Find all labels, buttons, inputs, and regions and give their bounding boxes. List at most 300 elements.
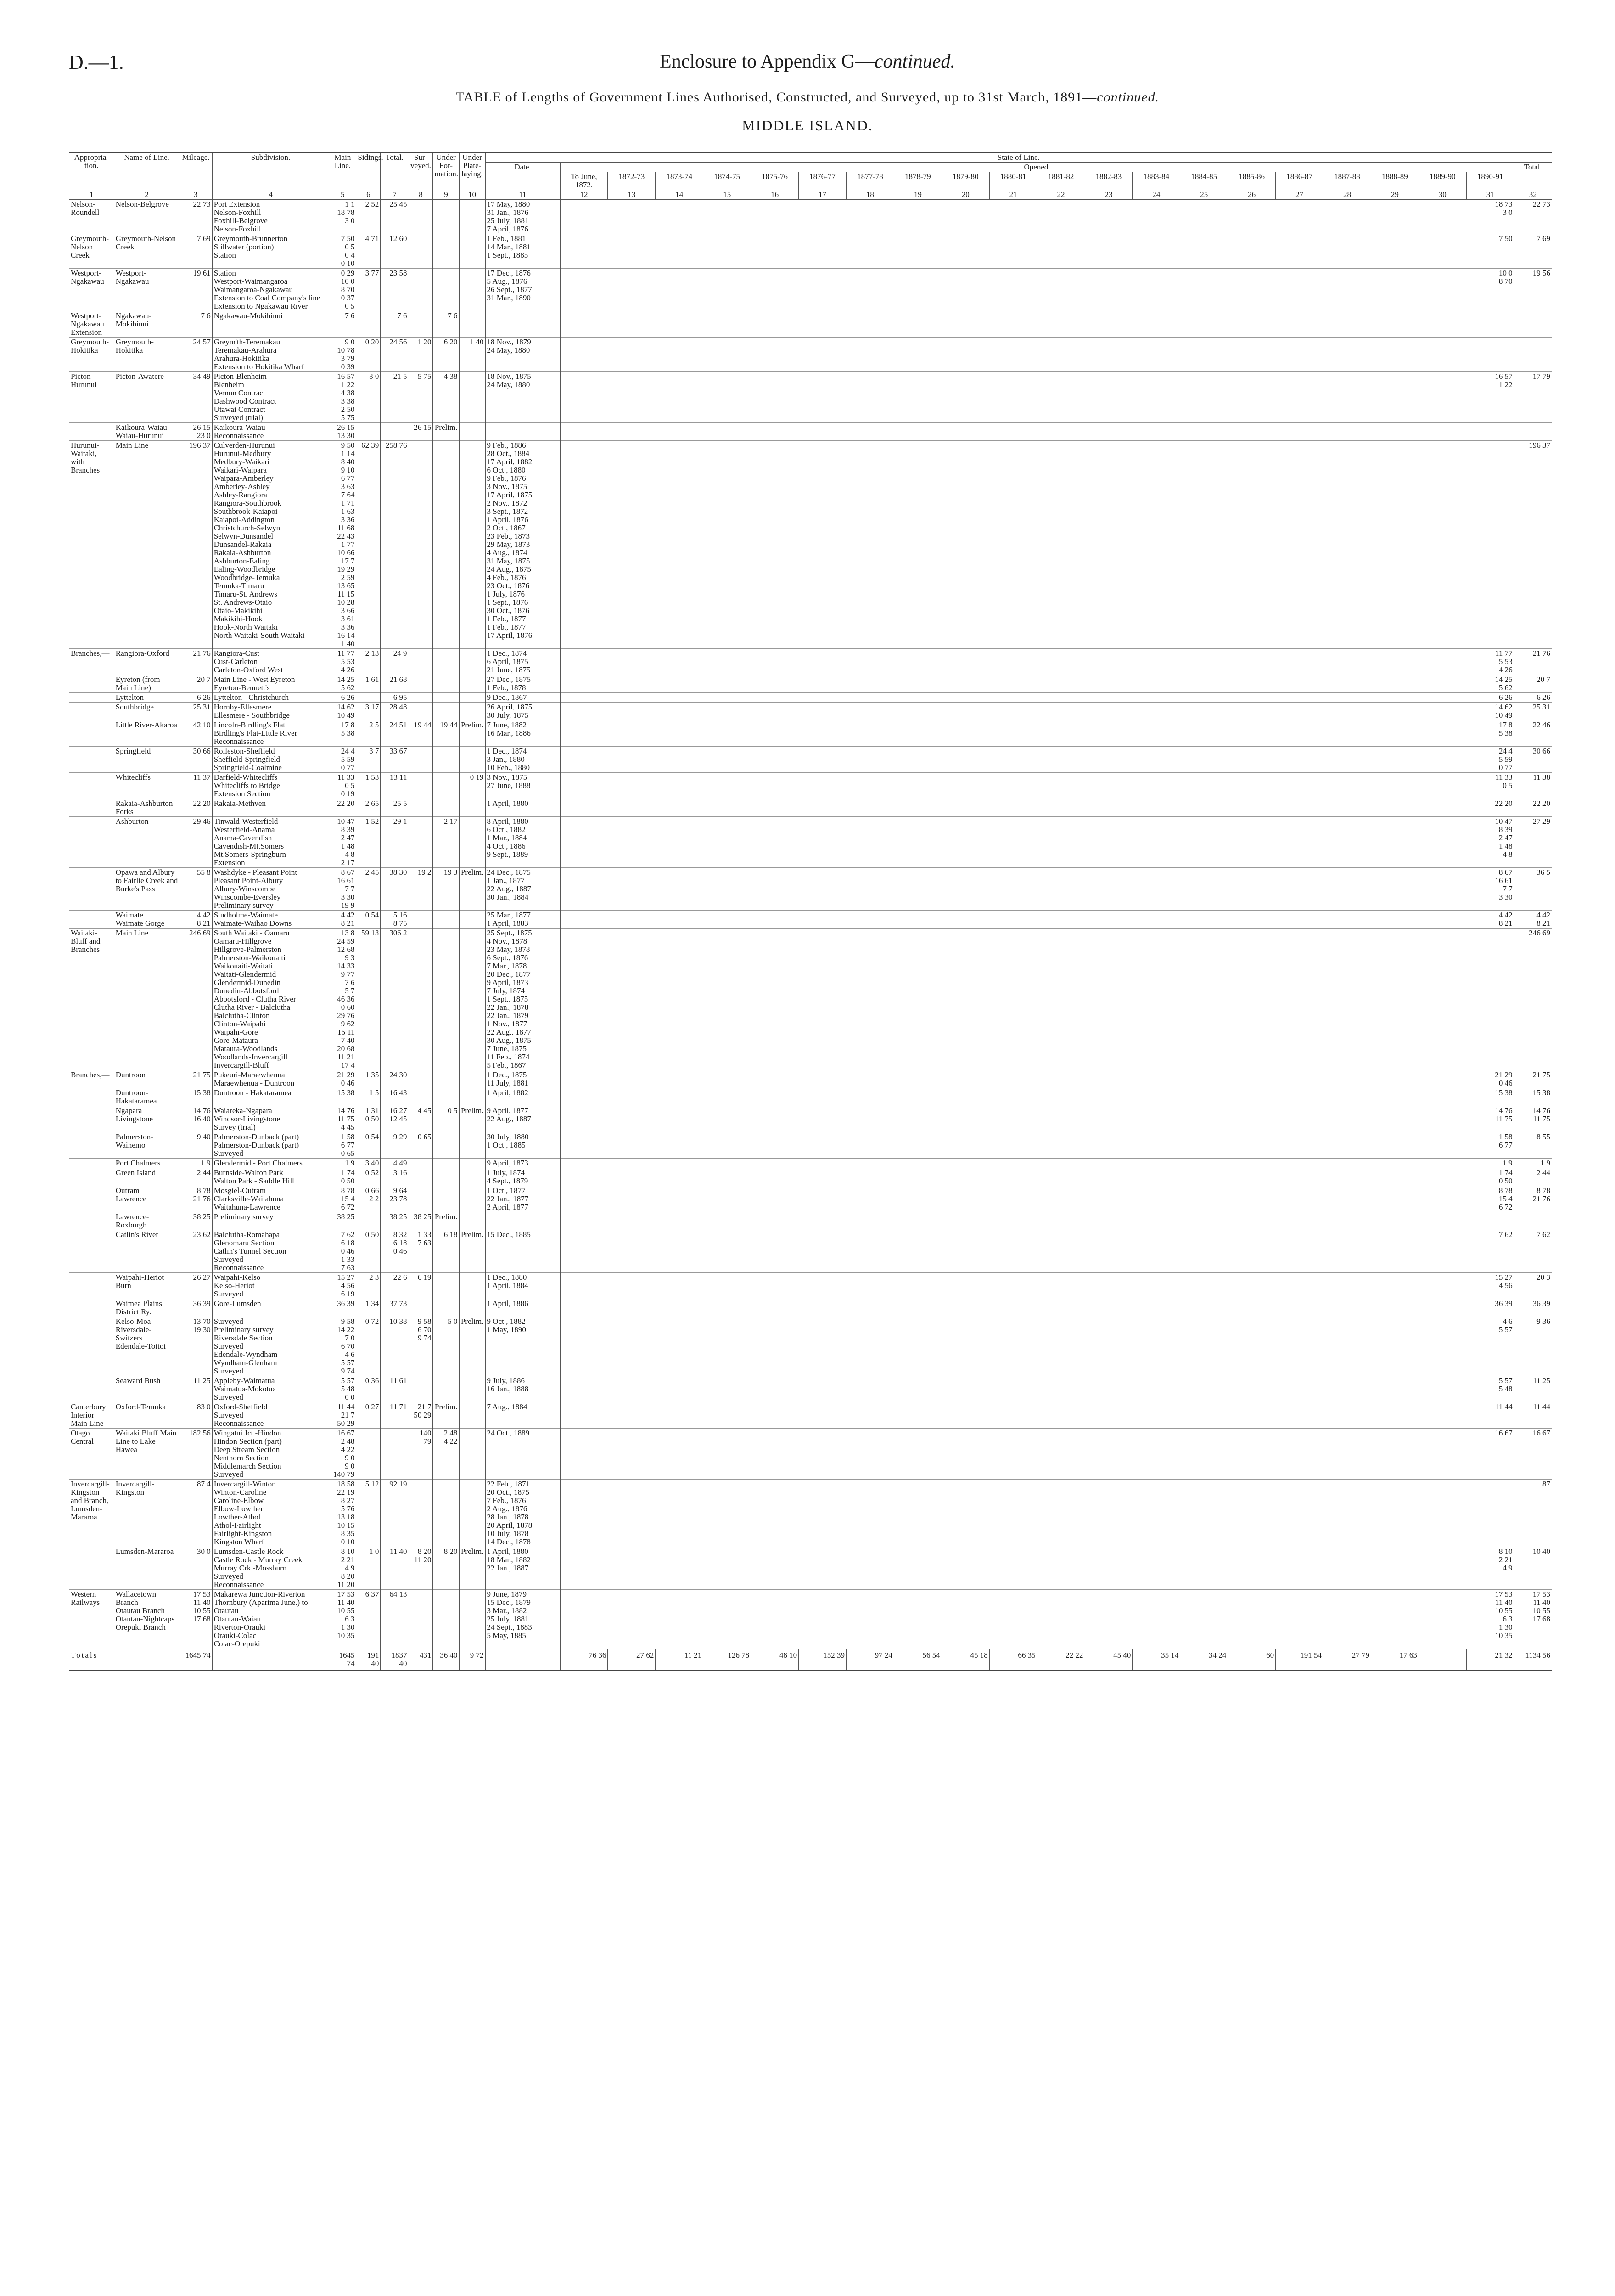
- mileage-cell: 21 76: [179, 649, 212, 675]
- table-row: [69, 1547, 1552, 1590]
- line-name-cell: Green Island: [114, 1168, 179, 1186]
- opened-cell: 17 53 11 40 10 55 6 3 1 30 10 35: [560, 1590, 1514, 1649]
- plate-laying-cell: Prelim.: [459, 1230, 485, 1273]
- table-row: [69, 1299, 1552, 1317]
- formation-cell: [433, 747, 459, 773]
- opened-cell: 7 50: [560, 234, 1514, 269]
- sidings-cell: 3 40: [356, 1159, 381, 1168]
- table-row: [69, 234, 1552, 269]
- mileage-cell: 9 40: [179, 1132, 212, 1159]
- opened-cell: [560, 441, 1514, 649]
- column-number: 28: [1323, 190, 1371, 200]
- sidings-cell: [356, 423, 381, 441]
- line-name-cell: Opawa and Albury to Fairlie Creek and Burke's Pass: [114, 868, 179, 911]
- total-cell: 64 13: [381, 1590, 409, 1649]
- opened-cell: 16 67: [560, 1429, 1514, 1480]
- opened-cell: 8 67 16 61 7 7 3 30: [560, 868, 1514, 911]
- appropriation-cell: Western Railways: [69, 1590, 114, 1649]
- row-total-cell: 2 44: [1514, 1168, 1552, 1186]
- totals-year: 34 24: [1180, 1649, 1228, 1670]
- sidings-cell: 5 12: [356, 1480, 381, 1547]
- surveyed-cell: [409, 1168, 433, 1186]
- table-title-continued: continued.: [1097, 90, 1160, 105]
- plate-laying-cell: [459, 372, 485, 423]
- subdivision-cell: Studholme-Waimate Waimate-Waihao Downs: [212, 911, 329, 929]
- row-total-cell: 87: [1514, 1480, 1552, 1547]
- column-number-row: [69, 190, 1552, 200]
- surveyed-cell: [409, 1480, 433, 1547]
- year-header: 1888-89: [1371, 172, 1419, 190]
- subdivision-cell: Makarewa Junction-Riverton Thornbury (Aparima June.) to Otautau Otautau-Waiau Riverton-Orauki Orauki-Colac Colac-Orepuki: [212, 1590, 329, 1649]
- row-total-cell: 1 9: [1514, 1159, 1552, 1168]
- col-grand-total: Total.: [1514, 163, 1552, 190]
- appropriation-cell: [69, 1376, 114, 1402]
- appropriation-cell: [69, 1230, 114, 1273]
- line-name-cell: Springfield: [114, 747, 179, 773]
- appropriation-cell: [69, 1212, 114, 1230]
- opened-cell: 4 42 8 21: [560, 911, 1514, 929]
- table-row: [69, 773, 1552, 799]
- plate-laying-cell: [459, 1132, 485, 1159]
- line-name-cell: Lawrence-Roxburgh: [114, 1212, 179, 1230]
- appropriation-cell: [69, 817, 114, 868]
- year-header: 1876-77: [799, 172, 847, 190]
- plate-laying-cell: Prelim.: [459, 868, 485, 911]
- line-name-cell: Greymouth-Hokitika: [114, 338, 179, 372]
- column-number: 14: [656, 190, 703, 200]
- mileage-cell: 19 61: [179, 269, 212, 311]
- plate-laying-cell: [459, 423, 485, 441]
- date-cell: [485, 423, 560, 441]
- surveyed-cell: 21 7 50 29: [409, 1402, 433, 1429]
- plate-laying-cell: [459, 911, 485, 929]
- opened-cell: 1 58 6 77: [560, 1132, 1514, 1159]
- date-cell: 1 Dec., 1880 1 April, 1884: [485, 1273, 560, 1299]
- plate-laying-cell: [459, 747, 485, 773]
- total-cell: 3 16: [381, 1168, 409, 1186]
- date-cell: 30 July, 1880 1 Oct., 1885: [485, 1132, 560, 1159]
- opened-cell: 8 10 2 21 4 9: [560, 1547, 1514, 1590]
- total-cell: 33 67: [381, 747, 409, 773]
- table-row: [69, 423, 1552, 441]
- formation-cell: [433, 1590, 459, 1649]
- appropriation-cell: [69, 799, 114, 817]
- surveyed-cell: [409, 1159, 433, 1168]
- formation-cell: 2 48 4 22: [433, 1429, 459, 1480]
- totals-main: 1645 74: [329, 1649, 356, 1670]
- formation-cell: 7 6: [433, 311, 459, 338]
- opened-cell: 7 62: [560, 1230, 1514, 1273]
- column-number: 15: [703, 190, 751, 200]
- main-line-cell: 26 15 13 30: [329, 423, 356, 441]
- table-row: [69, 1159, 1552, 1168]
- appropriation-cell: [69, 911, 114, 929]
- mileage-cell: 26 15 23 0: [179, 423, 212, 441]
- totals-year: 152 39: [799, 1649, 847, 1670]
- row-total-cell: 30 66: [1514, 747, 1552, 773]
- line-name-cell: Waipahi-Heriot Burn: [114, 1273, 179, 1299]
- mileage-cell: 38 25: [179, 1212, 212, 1230]
- mileage-cell: 7 6: [179, 311, 212, 338]
- formation-cell: [433, 799, 459, 817]
- appropriation-cell: Branches,—: [69, 649, 114, 675]
- appropriation-cell: Hurunui-Waitaki, with Branches: [69, 441, 114, 649]
- column-number: 25: [1180, 190, 1228, 200]
- line-name-cell: Rangiora-Oxford: [114, 649, 179, 675]
- surveyed-cell: 8 20 11 20: [409, 1547, 433, 1590]
- mileage-cell: 29 46: [179, 817, 212, 868]
- line-name-cell: Port Chalmers: [114, 1159, 179, 1168]
- main-line-cell: 9 50 1 14 8 40 9 10 6 77 3 63 7 64 1 71 1 63 3 36 11 68 22 43 1 77 10 66 17 7 19 29 2 59 13 65 11 15 10 28 3 66 3 61 3 36 16 14 1 40: [329, 441, 356, 649]
- sidings-cell: 0 72: [356, 1317, 381, 1376]
- column-number: 8: [409, 190, 433, 200]
- main-line-cell: 15 27 4 56 6 19: [329, 1273, 356, 1299]
- sidings-cell: 6 37: [356, 1590, 381, 1649]
- main-line-cell: 11 77 5 53 4 26: [329, 649, 356, 675]
- row-total-cell: 7 69: [1514, 234, 1552, 269]
- line-name-cell: Waimea Plains District Ry.: [114, 1299, 179, 1317]
- column-number: 7: [381, 190, 409, 200]
- row-total-cell: 20 3: [1514, 1273, 1552, 1299]
- subdivision-cell: Appleby-Waimatua Waimatua-Mokotua Surveyed: [212, 1376, 329, 1402]
- table-row: [69, 799, 1552, 817]
- sidings-cell: [356, 693, 381, 703]
- table-row: [69, 868, 1552, 911]
- opened-cell: 11 77 5 53 4 26: [560, 649, 1514, 675]
- formation-cell: [433, 234, 459, 269]
- year-header: 1889-90: [1419, 172, 1466, 190]
- surveyed-cell: 9 58 6 70 9 74: [409, 1317, 433, 1376]
- total-cell: 5 16 8 75: [381, 911, 409, 929]
- line-name-cell: Greymouth-Nelson Creek: [114, 234, 179, 269]
- plate-laying-cell: Prelim.: [459, 1317, 485, 1376]
- appropriation-cell: Greymouth-Hokitika: [69, 338, 114, 372]
- main-line-cell: 14 25 5 62: [329, 675, 356, 693]
- opened-cell: 15 38: [560, 1088, 1514, 1106]
- opened-cell: 6 26: [560, 693, 1514, 703]
- total-cell: 25 45: [381, 200, 409, 234]
- table-row: [69, 1132, 1552, 1159]
- formation-cell: [433, 1132, 459, 1159]
- line-name-cell: Whitecliffs: [114, 773, 179, 799]
- date-cell: 24 Dec., 1875 1 Jan., 1877 22 Aug., 1887 30 Jan., 1884: [485, 868, 560, 911]
- date-cell: 25 Mar., 1877 1 April, 1883: [485, 911, 560, 929]
- table-row: [69, 338, 1552, 372]
- row-total-cell: [1514, 338, 1552, 372]
- column-number: 3: [179, 190, 212, 200]
- surveyed-cell: [409, 1070, 433, 1088]
- sidings-cell: 2 3: [356, 1273, 381, 1299]
- mileage-cell: 17 53 11 40 10 55 17 68: [179, 1590, 212, 1649]
- row-total-cell: 36 5: [1514, 868, 1552, 911]
- totals-mileage: 1645 74: [179, 1649, 212, 1670]
- total-cell: [381, 423, 409, 441]
- appropriation-cell: [69, 1168, 114, 1186]
- mileage-cell: 42 10: [179, 720, 212, 747]
- mileage-cell: 21 75: [179, 1070, 212, 1088]
- mileage-cell: 22 20: [179, 799, 212, 817]
- table-title: [0, 90, 1615, 105]
- table-body: [69, 200, 1552, 1649]
- plate-laying-cell: [459, 693, 485, 703]
- line-name-cell: Southbridge: [114, 703, 179, 720]
- formation-cell: [433, 703, 459, 720]
- appropriation-cell: [69, 773, 114, 799]
- appropriation-cell: Invercargill-Kingston and Branch, Lumsden-Mararoa: [69, 1480, 114, 1547]
- formation-cell: 0 5: [433, 1106, 459, 1132]
- table-row: [69, 693, 1552, 703]
- column-number: 17: [799, 190, 847, 200]
- column-number: 6: [356, 190, 381, 200]
- year-header: 1881-82: [1037, 172, 1085, 190]
- date-cell: 1 Dec., 1874 6 April, 1875 21 June, 1875: [485, 649, 560, 675]
- date-cell: [485, 1212, 560, 1230]
- subdivision-cell: Duntroon - Hakataramea: [212, 1088, 329, 1106]
- year-header: 1883-84: [1133, 172, 1180, 190]
- sidings-cell: 0 27: [356, 1402, 381, 1429]
- plate-laying-cell: [459, 1212, 485, 1230]
- totals-year: 60: [1228, 1649, 1276, 1670]
- date-cell: 18 Nov., 1875 24 May, 1880: [485, 372, 560, 423]
- line-name-cell: Picton-Awatere: [114, 372, 179, 423]
- total-cell: 24 51: [381, 720, 409, 747]
- table-row: [69, 372, 1552, 423]
- mileage-cell: 11 25: [179, 1376, 212, 1402]
- sidings-cell: [356, 1212, 381, 1230]
- mileage-cell: 20 7: [179, 675, 212, 693]
- surveyed-cell: 5 75: [409, 372, 433, 423]
- sidings-cell: 1 31 0 50: [356, 1106, 381, 1132]
- formation-cell: 6 18: [433, 1230, 459, 1273]
- column-number: 10: [459, 190, 485, 200]
- table-row: [69, 1212, 1552, 1230]
- date-cell: 9 Oct., 1882 1 May, 1890: [485, 1317, 560, 1376]
- formation-cell: 19 44: [433, 720, 459, 747]
- main-line-cell: 38 25: [329, 1212, 356, 1230]
- column-number: 13: [608, 190, 656, 200]
- appropriation-cell: [69, 1186, 114, 1212]
- table-title-text: TABLE of Lengths of Government Lines Authorised, Constructed, and Surveyed, up to 31st March, 1891—: [455, 90, 1097, 105]
- appropriation-cell: [69, 693, 114, 703]
- appropriation-cell: [69, 720, 114, 747]
- main-line-cell: 10 47 8 39 2 47 1 48 4 8 2 17: [329, 817, 356, 868]
- table-row: [69, 1402, 1552, 1429]
- totals-year: 97 24: [846, 1649, 894, 1670]
- surveyed-cell: [409, 773, 433, 799]
- enclosure-continued: continued.: [874, 51, 955, 72]
- sidings-cell: [356, 311, 381, 338]
- opened-cell: 14 25 5 62: [560, 675, 1514, 693]
- row-total-cell: 19 56: [1514, 269, 1552, 311]
- row-total-cell: 9 36: [1514, 1317, 1552, 1376]
- opened-cell: 14 76 11 75: [560, 1106, 1514, 1132]
- totals-year: 191 54: [1276, 1649, 1323, 1670]
- subdivision-cell: Station Westport-Waimangaroa Waimangaroa-Ngakawau Extension to Coal Company's line Extension to Ngakawau River: [212, 269, 329, 311]
- column-number: 22: [1037, 190, 1085, 200]
- mileage-cell: 4 42 8 21: [179, 911, 212, 929]
- opened-cell: 1 9: [560, 1159, 1514, 1168]
- subdivision-cell: South Waitaki - Oamaru Oamaru-Hillgrove Hillgrove-Palmerston Palmerston-Waikouaiti Waikouaiti-Waitati Waitati-Glendermid Glendermid-Dunedin Dunedin-Abbotsford Abbotsford - Clutha River Clutha River - Balclutha Balclutha-Clinton Clinton-Waipahi Waipahi-Gore Gore-Mataura Mataura-Woodlands Woodlands-Invercargill Invercargill-Bluff: [212, 929, 329, 1070]
- line-name-cell: Main Line: [114, 929, 179, 1070]
- mileage-cell: 30 66: [179, 747, 212, 773]
- opened-cell: 10 47 8 39 2 47 1 48 4 8: [560, 817, 1514, 868]
- sidings-cell: 4 71: [356, 234, 381, 269]
- totals-sid: 191 40: [356, 1649, 381, 1670]
- plate-laying-cell: [459, 1299, 485, 1317]
- formation-cell: 19 3: [433, 868, 459, 911]
- totals-date-blank: [485, 1649, 560, 1670]
- sidings-cell: 1 34: [356, 1299, 381, 1317]
- plate-laying-cell: 1 40: [459, 338, 485, 372]
- line-name-cell: Catlin's River: [114, 1230, 179, 1273]
- total-cell: 9 64 23 78: [381, 1186, 409, 1212]
- main-line-cell: 9 58 14 22 7 0 6 70 4 6 5 57 9 74: [329, 1317, 356, 1376]
- opened-cell: 11 44: [560, 1402, 1514, 1429]
- table-row: [69, 703, 1552, 720]
- main-line-cell: 8 78 15 4 6 72: [329, 1186, 356, 1212]
- surveyed-cell: [409, 269, 433, 311]
- formation-cell: 2 17: [433, 817, 459, 868]
- mileage-cell: 22 73: [179, 200, 212, 234]
- surveyed-cell: [409, 1186, 433, 1212]
- total-cell: 11 71: [381, 1402, 409, 1429]
- line-name-cell: Rakaia-Ashburton Forks: [114, 799, 179, 817]
- date-cell: 9 July, 1886 16 Jan., 1888: [485, 1376, 560, 1402]
- mileage-cell: 2 44: [179, 1168, 212, 1186]
- totals-year: 27 79: [1323, 1649, 1371, 1670]
- main-line-cell: 17 8 5 38: [329, 720, 356, 747]
- main-line-cell: 14 76 11 75 4 45: [329, 1106, 356, 1132]
- date-cell: 24 Oct., 1889: [485, 1429, 560, 1480]
- date-cell: 1 April, 1886: [485, 1299, 560, 1317]
- mileage-cell: 15 38: [179, 1088, 212, 1106]
- plate-laying-cell: Prelim.: [459, 1106, 485, 1132]
- subdivision-cell: Waiareka-Ngapara Windsor-Livingstone Survey (trial): [212, 1106, 329, 1132]
- date-cell: 1 Oct., 1877 22 Jan., 1877 2 April, 1877: [485, 1186, 560, 1212]
- row-total-cell: [1514, 311, 1552, 338]
- line-name-cell: Seaward Bush: [114, 1376, 179, 1402]
- column-number: 31: [1466, 190, 1514, 200]
- surveyed-cell: [409, 311, 433, 338]
- subdivision-cell: Rakaia-Methven: [212, 799, 329, 817]
- year-header: 1877-78: [846, 172, 894, 190]
- row-total-cell: 22 73: [1514, 200, 1552, 234]
- main-line-cell: 22 20: [329, 799, 356, 817]
- row-total-cell: 8 78 21 76: [1514, 1186, 1552, 1212]
- surveyed-cell: 1 20: [409, 338, 433, 372]
- page-reference: D.—1.: [69, 51, 124, 73]
- main-line-cell: 16 67 2 48 4 22 9 0 9 0 140 79: [329, 1429, 356, 1480]
- formation-cell: [433, 1168, 459, 1186]
- formation-cell: [433, 269, 459, 311]
- year-header: 1887-88: [1323, 172, 1371, 190]
- enclosure-text: Enclosure to Appendix G—: [660, 51, 875, 72]
- total-cell: 29 1: [381, 817, 409, 868]
- plate-laying-cell: [459, 1376, 485, 1402]
- plate-laying-cell: [459, 1590, 485, 1649]
- totals-year: 76 36: [560, 1649, 608, 1670]
- subdivision-cell: Gore-Lumsden: [212, 1299, 329, 1317]
- subdivision-cell: Kaikoura-Waiau Reconnaissance: [212, 423, 329, 441]
- row-total-cell: 7 62: [1514, 1230, 1552, 1273]
- line-name-cell: Eyreton (from Main Line): [114, 675, 179, 693]
- subdivision-cell: Main Line - West Eyreton Eyreton-Bennett's: [212, 675, 329, 693]
- table-row: [69, 1429, 1552, 1480]
- formation-cell: Prelim.: [433, 423, 459, 441]
- surveyed-cell: 140 79: [409, 1429, 433, 1480]
- sidings-cell: [356, 1429, 381, 1480]
- row-total-cell: 14 76 11 75: [1514, 1106, 1552, 1132]
- date-cell: 17 Dec., 1876 5 Aug., 1876 26 Sept., 1877 31 Mar., 1890: [485, 269, 560, 311]
- mileage-cell: 30 0: [179, 1547, 212, 1590]
- totals-year: 11 21: [656, 1649, 703, 1670]
- opened-cell: 24 4 5 59 0 77: [560, 747, 1514, 773]
- surveyed-cell: [409, 234, 433, 269]
- mileage-cell: 1 9: [179, 1159, 212, 1168]
- total-cell: 24 9: [381, 649, 409, 675]
- row-total-cell: 6 26: [1514, 693, 1552, 703]
- table-row: [69, 1590, 1552, 1649]
- total-cell: 25 5: [381, 799, 409, 817]
- opened-cell: 16 57 1 22: [560, 372, 1514, 423]
- total-cell: 37 73: [381, 1299, 409, 1317]
- subdivision-cell: Oxford-Sheffield Surveyed Reconnaissance: [212, 1402, 329, 1429]
- plate-laying-cell: [459, 269, 485, 311]
- line-name-cell: Main Line: [114, 441, 179, 649]
- surveyed-cell: 38 25: [409, 1212, 433, 1230]
- table-row: [69, 1070, 1552, 1088]
- column-number: 19: [894, 190, 942, 200]
- date-cell: 9 Feb., 1886 28 Oct., 1884 17 April, 1882 6 Oct., 1880 9 Feb., 1876 3 Nov., 1875 17 April, 1875 2 Nov., 1872 3 Sept., 1872 1 April, 1876 2 Oct., 1867 23 Feb., 1873 29 May, 1873 4 Aug., 1874 31 May, 1875 24 Aug., 1875 4 Feb., 1876 23 Oct., 1876 1 July, 1876 1 Sept., 1876 30 Oct., 1876 1 Feb., 1877 1 Feb., 1877 17 April, 1876: [485, 441, 560, 649]
- plate-laying-cell: [459, 1088, 485, 1106]
- date-cell: 7 June, 1882 16 Mar., 1886: [485, 720, 560, 747]
- total-cell: 16 27 12 45: [381, 1106, 409, 1132]
- table-row: [69, 1273, 1552, 1299]
- row-total-cell: 196 37: [1514, 441, 1552, 649]
- plate-laying-cell: [459, 1480, 485, 1547]
- formation-cell: [433, 1480, 459, 1547]
- sidings-cell: 2 65: [356, 799, 381, 817]
- appropriation-cell: Canterbury Interior Main Line: [69, 1402, 114, 1429]
- column-number: 27: [1276, 190, 1323, 200]
- appropriation-cell: [69, 1132, 114, 1159]
- line-name-cell: Invercargill-Kingston: [114, 1480, 179, 1547]
- opened-cell: 10 0 8 70: [560, 269, 1514, 311]
- column-number: 11: [485, 190, 560, 200]
- appropriation-cell: [69, 1299, 114, 1317]
- total-cell: 7 6: [381, 311, 409, 338]
- plate-laying-cell: [459, 311, 485, 338]
- row-total-cell: 36 39: [1514, 1299, 1552, 1317]
- mileage-cell: 14 76 16 40: [179, 1106, 212, 1132]
- subdivision-cell: Rolleston-Sheffield Sheffield-Springfield Springfield-Coalmine: [212, 747, 329, 773]
- row-total-cell: 17 53 11 40 10 55 17 68: [1514, 1590, 1552, 1649]
- column-number: 4: [212, 190, 329, 200]
- main-line-cell: 15 38: [329, 1088, 356, 1106]
- column-number: 18: [846, 190, 894, 200]
- column-number: 30: [1419, 190, 1466, 200]
- sidings-cell: 59 13: [356, 929, 381, 1070]
- column-number: 9: [433, 190, 459, 200]
- surveyed-cell: 1 33 7 63: [409, 1230, 433, 1273]
- subdivision-cell: Greymouth-Brunnerton Stillwater (portion) Station: [212, 234, 329, 269]
- plate-laying-cell: [459, 1168, 485, 1186]
- totals-year: 22 22: [1037, 1649, 1085, 1670]
- plate-laying-cell: [459, 1273, 485, 1299]
- surveyed-cell: [409, 675, 433, 693]
- column-number: 1: [69, 190, 114, 200]
- opened-cell: 1 74 0 50: [560, 1168, 1514, 1186]
